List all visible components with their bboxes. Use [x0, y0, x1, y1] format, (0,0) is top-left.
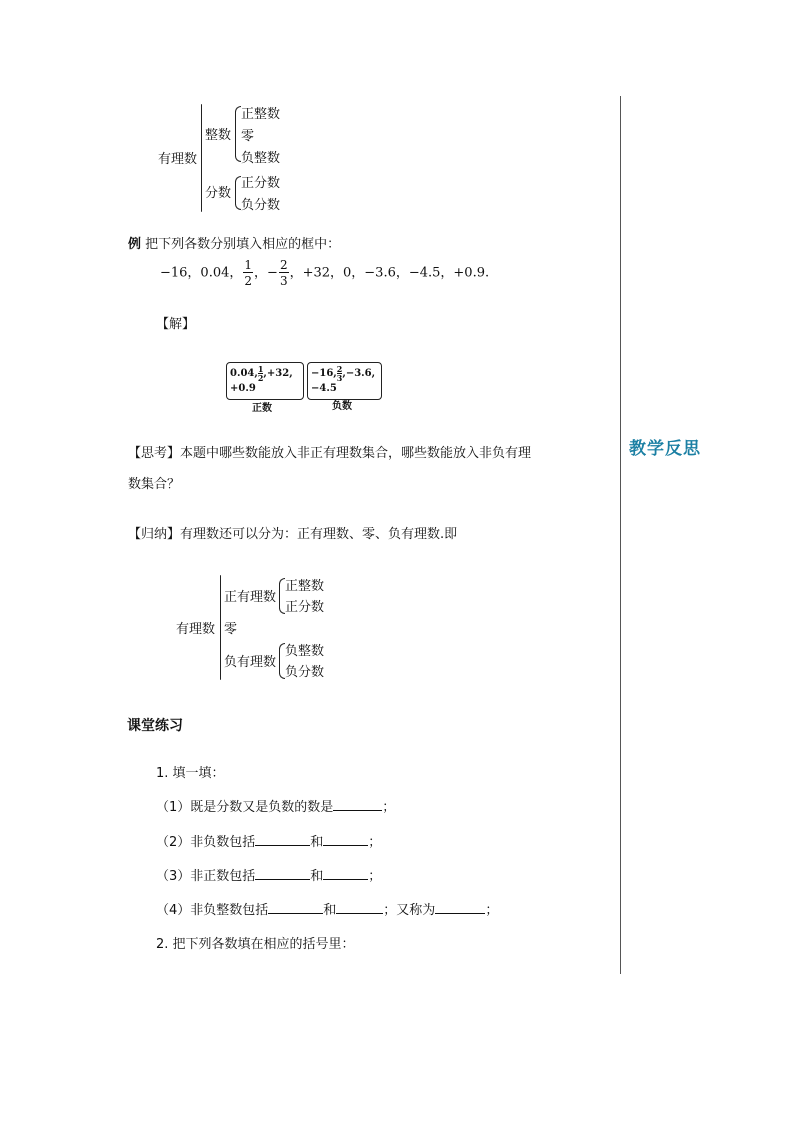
negative-number-box: −16, $\frac{2}{3}$ ,−3.6, −4.5: [307, 362, 382, 400]
tree1-negative-fraction: 负分数: [241, 198, 281, 213]
fraction-one-half: $\frac{1}{2}$: [244, 258, 253, 288]
tree2-root: 有理数: [176, 622, 216, 637]
tree1-root: 有理数: [158, 152, 198, 167]
negative-box-label: 负数: [332, 401, 352, 412]
tree1-positive-integer: 正整数: [241, 107, 281, 122]
example-text: 把下列各数分别填入相应的框中：: [145, 237, 341, 252]
question-1-3: （3）非正数包括 和 ；: [156, 869, 382, 884]
tree1-root-brace: [201, 104, 202, 212]
tree2-root-brace: [220, 575, 221, 680]
question-1-4: （4）非负整数包括 和 ；又称为 ；: [156, 903, 499, 918]
example-label: 例: [128, 237, 142, 252]
question-1-2: （2）非负数包括 和 ；: [156, 835, 382, 850]
answer-blank[interactable]: [435, 901, 485, 914]
tree1-positive-fraction: 正分数: [241, 176, 281, 191]
fraction-two-thirds: $\frac{2}{3}$: [279, 258, 288, 288]
positive-number-box: 0.04, $\frac{1}{2}$ ,+32, +0.9: [226, 362, 304, 400]
answer-blank[interactable]: [255, 833, 310, 846]
summary-paragraph: 【归纳】有理数还可以分为：正有理数、零、负有理数.即: [128, 527, 458, 542]
tree2-positive-fraction: 正分数: [285, 600, 325, 615]
question-1-1: （1）既是分数又是负数的数是 ；: [156, 800, 396, 815]
answer-blank[interactable]: [323, 833, 368, 846]
answer-blank[interactable]: [333, 798, 382, 811]
tree2-positive-integer: 正整数: [285, 579, 325, 594]
tree1-fraction: 分数: [205, 186, 232, 201]
example-heading: [128, 233, 340, 252]
tree2-negative-integer: 负整数: [285, 644, 325, 659]
tree1-zero: 零: [241, 129, 255, 144]
tree2-zero: 零: [224, 622, 238, 637]
practice-title: 课堂练习: [127, 718, 183, 734]
question-2: 2. 把下列各数填在相应的括号里：: [156, 937, 355, 952]
solution-label: 【解】: [156, 317, 196, 332]
question-1: 1. 填一填：: [156, 766, 225, 781]
numbers-part-a: −16，0.04，: [160, 265, 243, 281]
teaching-reflection-title: 教学反思: [629, 439, 701, 459]
answer-blank[interactable]: [323, 867, 368, 880]
think-paragraph-line1: 【思考】本题中哪些数能放入非正有理数集合，哪些数能放入非负有理: [128, 446, 532, 461]
summary-label: 【归纳】: [128, 527, 181, 542]
tree2-negative-fraction: 负分数: [285, 665, 325, 680]
tree1-integer: 整数: [205, 128, 232, 143]
numbers-part-b: ，+32，0，−3.6，−4.5，+0.9.: [289, 265, 490, 281]
think-label: 【思考】: [128, 446, 181, 461]
answer-blank[interactable]: [255, 867, 310, 880]
numbers-separator: ，−: [254, 265, 278, 281]
tree1-negative-integer: 负整数: [241, 151, 281, 166]
margin-divider: [620, 96, 621, 974]
think-paragraph-line2: 数集合？: [128, 477, 181, 492]
example-numbers: [160, 259, 489, 287]
tree2-positive-rational: 正有理数: [224, 590, 277, 605]
answer-blank[interactable]: [268, 901, 323, 914]
tree2-negative-rational: 负有理数: [224, 655, 277, 670]
answer-blank[interactable]: [336, 901, 383, 914]
positive-box-label: 正数: [252, 403, 272, 414]
